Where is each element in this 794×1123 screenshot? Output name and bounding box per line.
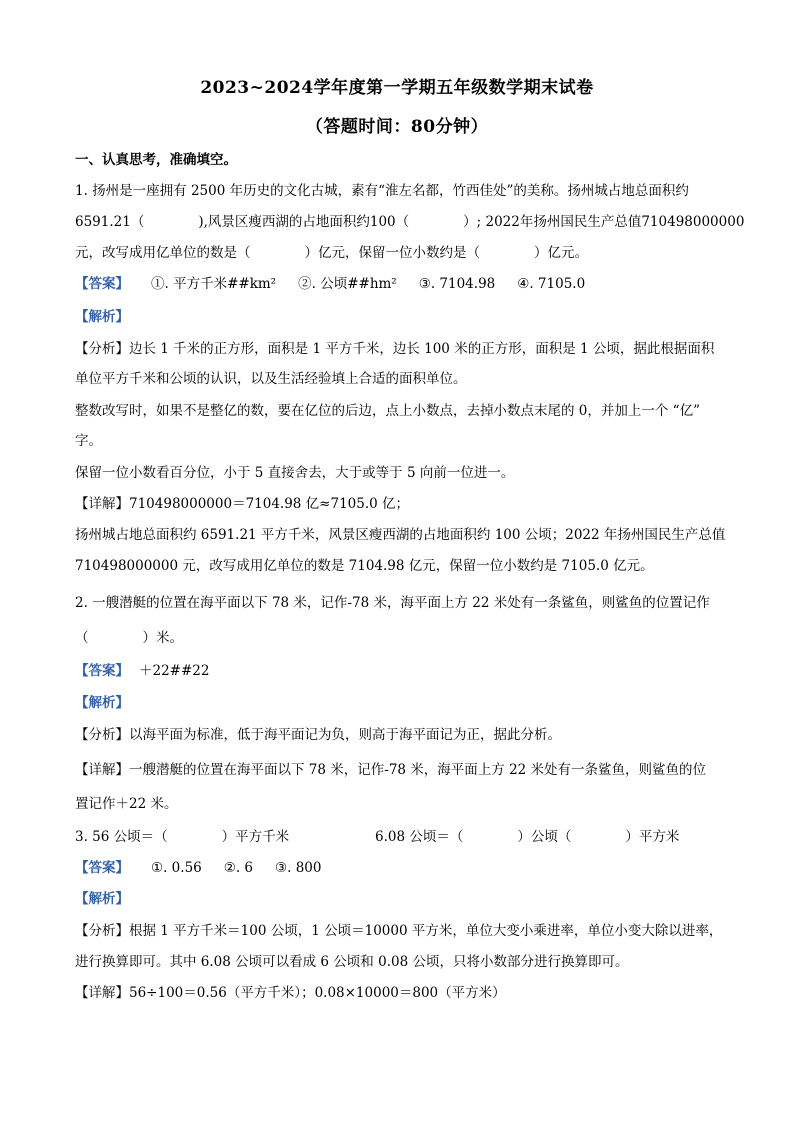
q3-fenxi-2: 进行换算即可。其中 6.08 公顷可以看成 6 公顷和 0.08 公顷，只将小数部分进行换算即可。 [75,954,629,970]
detail-label: 【详解】 [75,762,129,778]
q1-line-2: 6591.21（ ),风景区瘦西湖的占地面积约100（ ）; 2022年扬州国民生产总值710498000000 [75,214,745,230]
page-title: 2023~2024学年度第一学期五年级数学期末试卷 [200,78,594,98]
q3-detail-text: 56÷100＝0.56（平方千米）；0.08×10000＝800（平方米） [129,985,506,1001]
page-subtitle: （答题时间：80分钟） [305,117,489,137]
q1-fenxi-3: 整数改写时，如果不是整亿的数，要在亿位的后边，点上小数点，去掉小数点末尾的 0，并加上一个 “亿” [75,403,700,419]
answer-label: 【答案】 [75,663,129,679]
q1-line-1: 1. 扬州是一座拥有 2500 年历史的文化古城，素有“淮左名都，竹西佳处”的美称。扬州城占地总面积约 [75,183,689,199]
q1-fenxi-4: 字。 [75,433,102,449]
q3-analysis-label: 【解析】 [75,891,129,907]
q2-analysis-label: 【解析】 [75,695,129,711]
answer-label: 【答案】 [75,860,129,876]
q1-fenxi-text-1: 边长 1 千米的正方形，面积是 1 平方千米，边长 100 米的正方形，面积是 1 公顷，据此根据面积 [129,341,715,357]
answer-label: 【答案】 [75,276,129,292]
q1-fenxi-1 [75,339,714,359]
q3-fenxi-text-1: 根据 1 平方千米＝100 公顷，1 公顷＝10000 平方米，单位大变小乘进率，单位小变大除以进率， [129,923,723,939]
fenxi-label: 【分析】 [75,923,129,939]
fenxi-label: 【分析】 [75,341,129,357]
q1-detail-text-1: 710498000000＝7104.98 亿≈7105.0 亿； [129,496,410,512]
q1-detail-2: 扬州城占地总面积约 6591.21 平方千米，风景区瘦西湖的占地面积约 100 公顷；2022 年扬州国民生产总值 [75,527,726,543]
q3-question-b: 6.08 公顷＝（ ）公顷（ ）平方米 [375,829,680,845]
q1-answer-4: ④. 7105.0 [517,276,586,292]
q1-detail-3: 710498000000 元，改写成用亿单位的数是 7104.98 亿元，保留一位小数约是 7105.0 亿元。 [75,558,654,574]
q3-detail [75,983,506,1003]
q2-answer: ＋22##22 [139,663,210,679]
q2-answer-row [75,661,209,681]
q1-answer-3: ③. 7104.98 [418,276,496,292]
q3-answer-3: ③. 800 [275,860,322,876]
q1-detail-1 [75,494,409,514]
q1-answer-row [75,274,585,294]
q3-answer-2: ②. 6 [223,860,254,876]
section-heading: 一、认真思考，准确填空。 [75,152,237,168]
q1-line-3: 元，改写成用亿单位的数是（ ）亿元，保留一位小数约是（ ）亿元。 [75,245,588,261]
q2-line-1: 2. 一艘潜艇的位置在海平面以下 78 米，记作-78 米，海平面上方 22 米处有一条鲨鱼，则鲨鱼的位置记作 [75,595,710,611]
q1-fenxi-2: 单位平方千米和公顷的认识，以及生活经验填上合适的面积单位。 [75,371,467,387]
detail-label: 【详解】 [75,496,129,512]
q2-detail-1 [75,760,706,780]
q3-question-a: 3. 56 公顷＝（ ）平方千米 [75,829,290,845]
q1-answer-1: ①. 平方千米##km² [151,276,277,292]
q2-detail-text-1: 一艘潜艇的位置在海平面以下 78 米，记作-78 米，海平面上方 22 米处有一条鲨鱼，则鲨鱼的位 [129,762,707,778]
fenxi-label: 【分析】 [75,727,129,743]
q3-fenxi-1 [75,921,722,941]
detail-label: 【详解】 [75,985,129,1001]
q3-answer-row [75,858,321,878]
q3-answer-1: ①. 0.56 [151,860,202,876]
q2-fenxi-text: 以海平面为标准，低于海平面记为负，则高于海平面记为正，据此分析。 [129,727,561,743]
q2-fenxi [75,725,561,745]
q2-line-2: （ ）米。 [75,630,183,646]
q2-detail-2: 置记作＋22 米。 [75,796,178,812]
q1-analysis-label: 【解析】 [75,309,129,325]
q1-answer-2: ②. 公顷##hm² [298,276,397,292]
q1-fenxi-5: 保留一位小数看百分位，小于 5 直接舍去，大于或等于 5 向前一位进一。 [75,465,515,481]
